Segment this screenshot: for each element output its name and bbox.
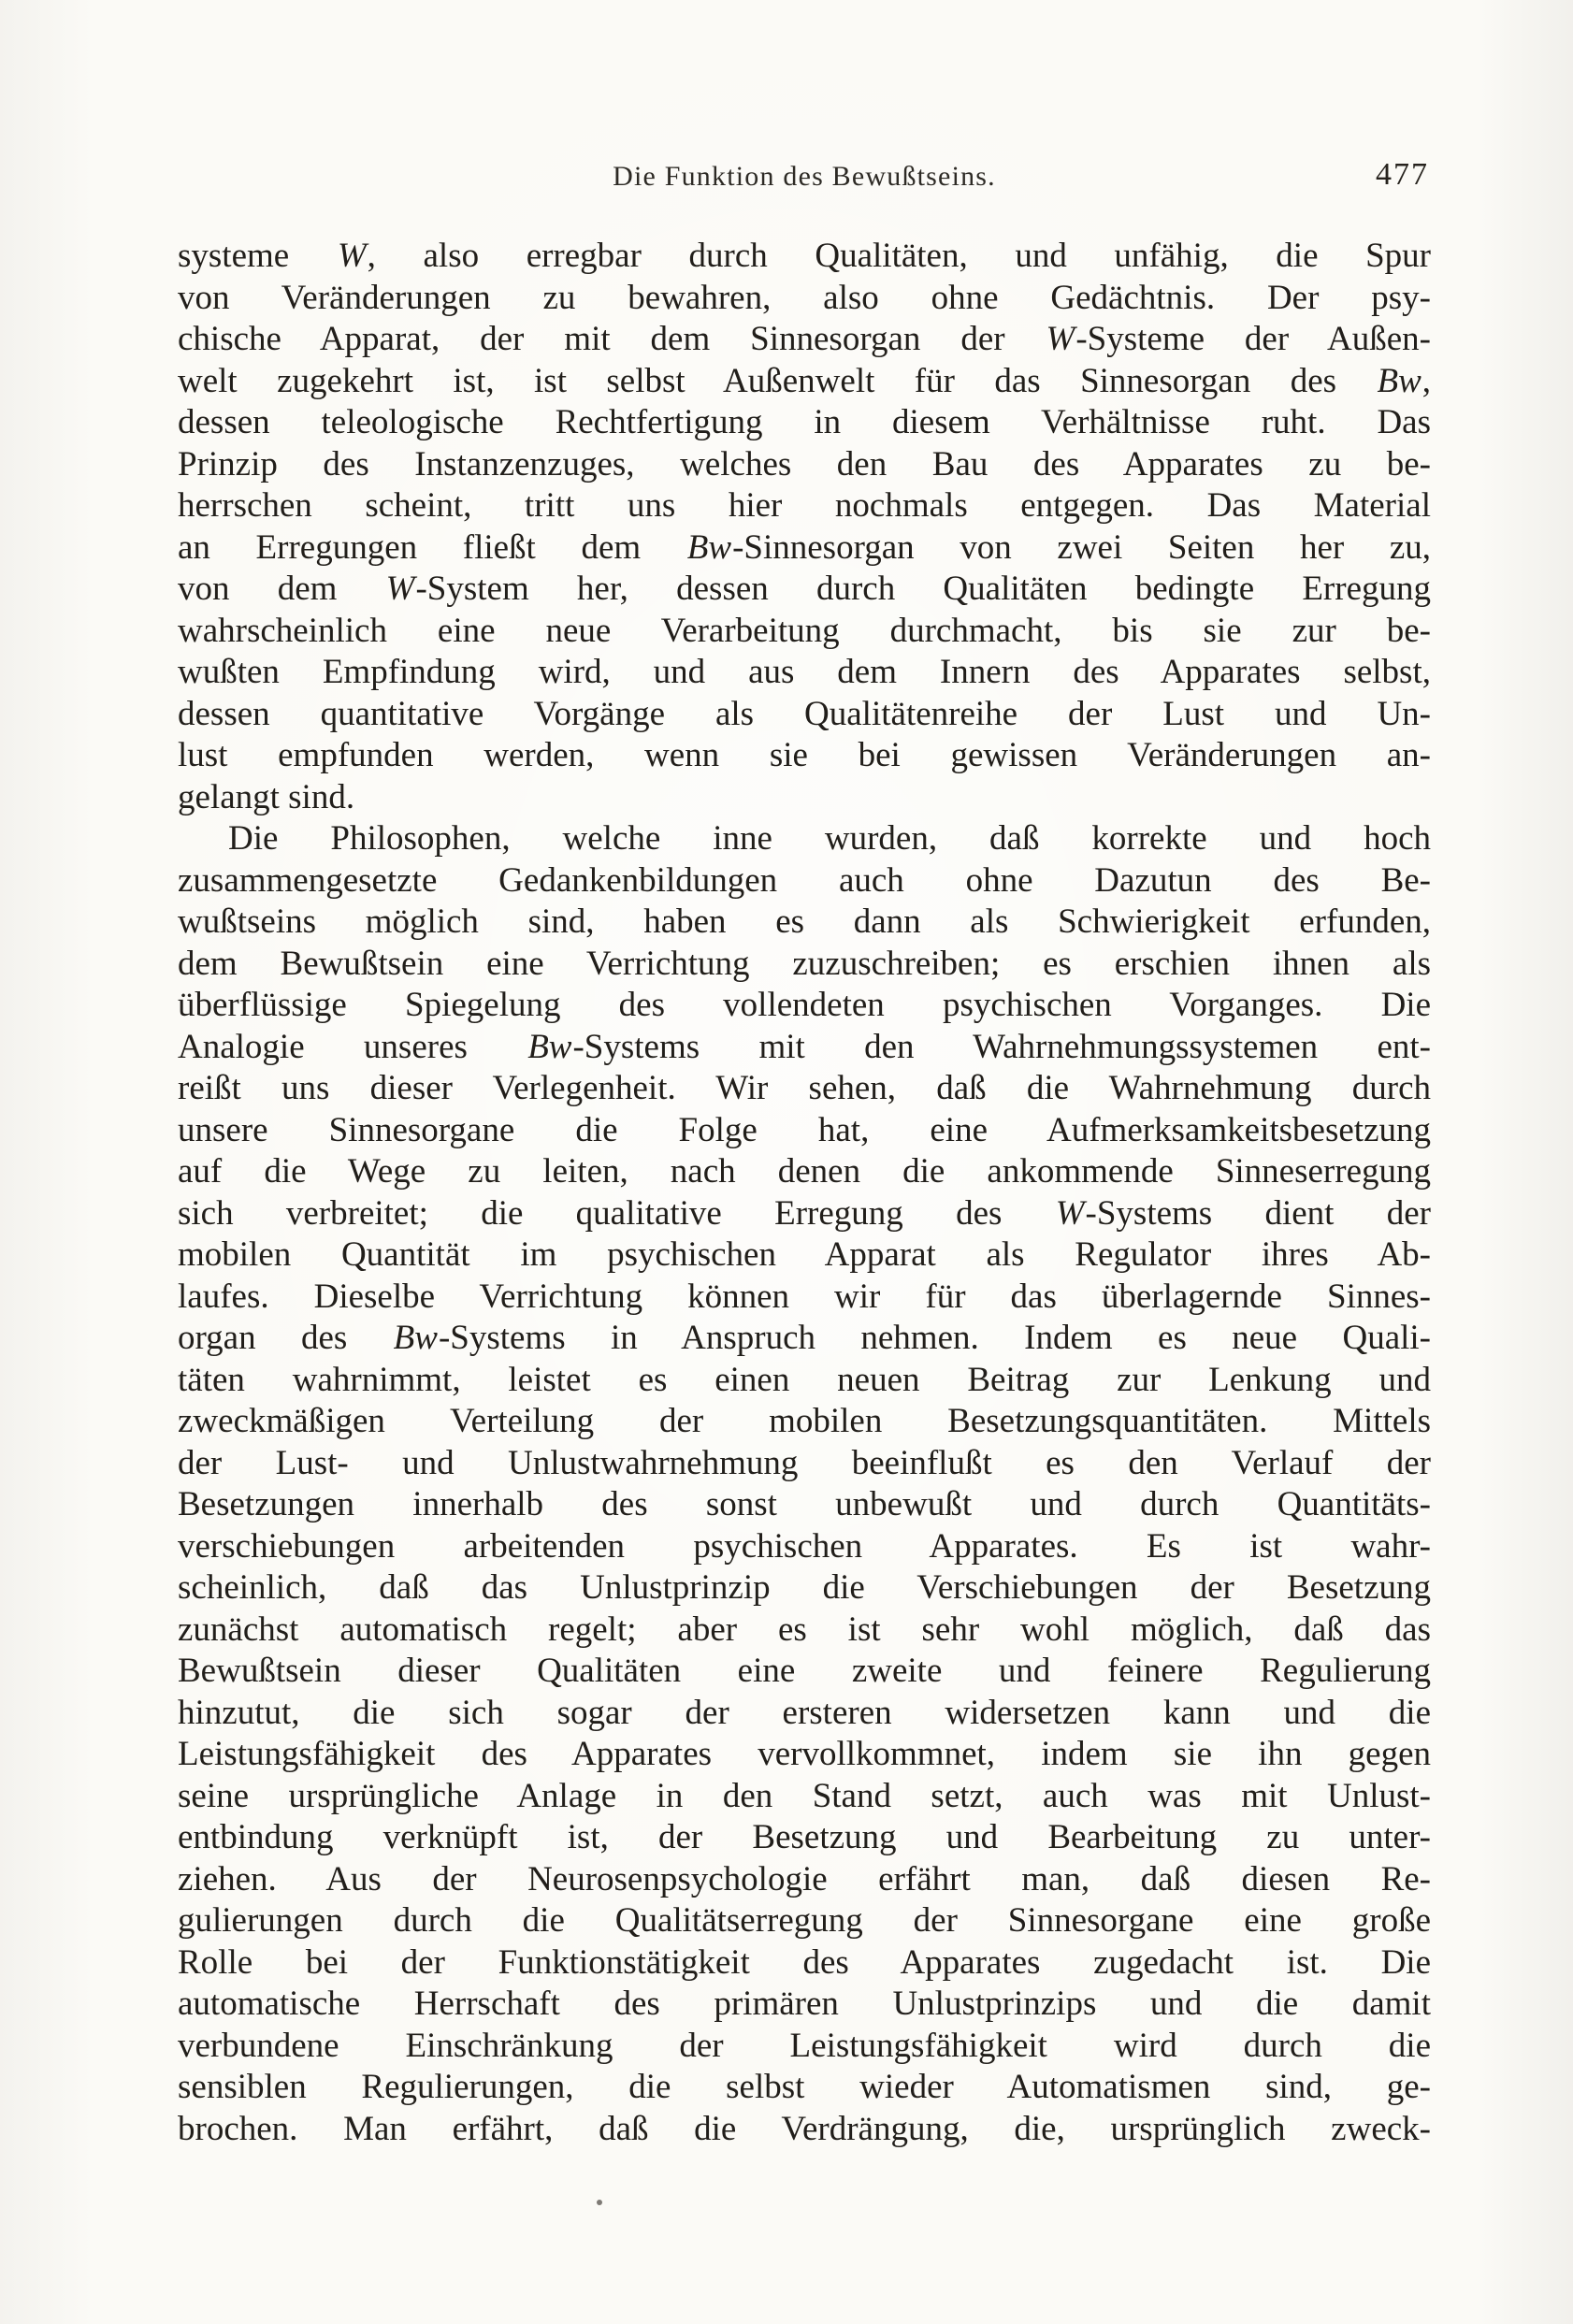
text-line: Die Philosophen, welche inne wurden, daß korrekte und hoch [228, 819, 1431, 858]
text-line: gelangt sind. [178, 777, 355, 816]
text-line: wußten Empfindung wird, und aus dem Innern des Apparates selbst, [178, 653, 1431, 691]
text-line: automatische Herrschaft des primären Unlustprinzips und die damit [178, 1985, 1431, 2023]
page-number: 477 [1376, 157, 1429, 192]
text-line: herrschen scheint, tritt uns hier nochmals entgegen. Das Material [178, 486, 1431, 525]
text-line: organ des Bw-Systems in Anspruch nehmen. Indem es neue Quali- [178, 1319, 1431, 1357]
text-line: verschiebungen arbeitenden psychischen Apparates. Es ist wahr- [178, 1526, 1431, 1566]
text-line: dessen quantitative Vorgänge als Qualitätenreihe der Lust und Un- [178, 694, 1431, 733]
text-line: entbindung verknüpft ist, der Besetzung und Bearbeitung zu unter- [178, 1818, 1431, 1856]
text-line: welt zugekehrt ist, ist selbst Außenwelt für das Sinnesorgan des Bw, [178, 361, 1431, 400]
text-line: der Lust- und Unlustwahrnehmung beeinflußt es den Verlauf der [178, 1443, 1431, 1482]
text-line: brochen. Man erfährt, daß die Verdrängung, die, ursprünglich zweck- [178, 2109, 1431, 2148]
text-line: seine ursprüngliche Anlage in den Stand setzt, auch was mit Unlust- [178, 1776, 1431, 1815]
text-line: Leistungsfähigkeit des Apparates vervollkommnet, indem sie ihn gegen [178, 1735, 1431, 1773]
text-line: sich verbreitet; die qualitative Erregung des W-Systems dient der [178, 1193, 1431, 1233]
text-line: Analogie unseres Bw-Systems mit den Wahrnehmungssystemen ent- [178, 1027, 1431, 1066]
text-line: chische Apparat, der mit dem Sinnesorgan der W-Systeme der Außen- [178, 320, 1432, 358]
text-line: auf die Wege zu leiten, nach denen die ankommende Sinneserregung [178, 1152, 1431, 1191]
text-line: ziehen. Aus der Neurosenpsychologie erfährt man, daß diesen Re- [178, 1859, 1431, 1898]
text-line: zusammengesetzte Gedankenbildungen auch ohne Dazutun des Be- [178, 860, 1431, 900]
text-block [178, 236, 1431, 2150]
text-line: wahrscheinlich eine neue Verarbeitung durchmacht, bis sie zur be- [178, 611, 1431, 650]
text-line: zunächst automatisch regelt; aber es ist sehr wohl möglich, daß das [178, 1609, 1431, 1649]
text-line: verbundene Einschränkung der Leistungsfähigkeit wird durch die [178, 2026, 1431, 2065]
text-line: überflüssige Spiegelung des vollendeten psychischen Vorganges. Die [178, 986, 1431, 1024]
text-line: wußtseins möglich sind, haben es dann als Schwierigkeit erfunden, [178, 902, 1431, 941]
text-line: zweckmäßigen Verteilung der mobilen Besetzungsquantitäten. Mittels [178, 1402, 1431, 1440]
text-line: von Veränderungen zu bewahren, also ohne Gedächtnis. Der psy- [178, 278, 1431, 317]
text-line: Besetzungen innerhalb des sonst unbewußt und durch Quantitäts- [178, 1485, 1431, 1523]
text-line: mobilen Quantität im psychischen Apparat als Regulator ihres Ab- [178, 1235, 1431, 1274]
text-line: systeme W, also erregbar durch Qualitäten, und unfähig, die Spur [178, 237, 1432, 275]
text-line: von dem W-System her, dessen durch Qualitäten bedingte Erregung [178, 570, 1431, 608]
text-line: lust empfunden werden, wenn sie bei gewissen Veränderungen an- [178, 736, 1431, 774]
text-line: reißt uns dieser Verlegenheit. Wir sehen, daß die Wahrnehmung durch [178, 1069, 1431, 1107]
text-line: laufes. Dieselbe Verrichtung können wir für das überlagernde Sinnes- [178, 1277, 1431, 1316]
running-header [178, 157, 1431, 198]
text-line: gulierungen durch die Qualitätserregung der Sinnesorgane eine große [178, 1901, 1431, 1940]
text-line: sensiblen Regulierungen, die selbst wieder Automatismen sind, ge- [178, 2068, 1431, 2106]
text-line: unsere Sinnesorgane die Folge hat, eine Aufmerksamkeitsbesetzung [178, 1110, 1431, 1149]
text-line: an Erregungen fließt dem Bw-Sinnesorgan von zwei Seiten her zu, [178, 527, 1432, 567]
text-line: scheinlich, daß das Unlustprinzip die Verschiebungen der Besetzung [178, 1568, 1431, 1607]
text-line: Rolle bei der Funktionstätigkeit des Apparates zugedacht ist. Die [178, 1942, 1431, 1982]
text-line: dessen teleologische Rechtfertigung in diesem Verhältnisse ruht. Das [178, 403, 1431, 441]
text-line: dem Bewußtsein eine Verrichtung zuzuschreiben; es erschien ihnen als [178, 944, 1431, 983]
scan-artifact-dot [597, 2200, 602, 2205]
chapter-title: Die Funktion des Bewußtseins. [613, 161, 996, 192]
text-line: Bewußtsein dieser Qualitäten eine zweite und feinere Regulierung [178, 1652, 1431, 1690]
text-line: Prinzip des Instanzenzuges, welches den Bau des Apparates zu be- [178, 444, 1431, 484]
text-line: hinzutut, die sich sogar der ersteren widersetzen kann und die [178, 1693, 1431, 1732]
text-line: täten wahrnimmt, leistet es einen neuen Beitrag zur Lenkung und [178, 1360, 1431, 1399]
